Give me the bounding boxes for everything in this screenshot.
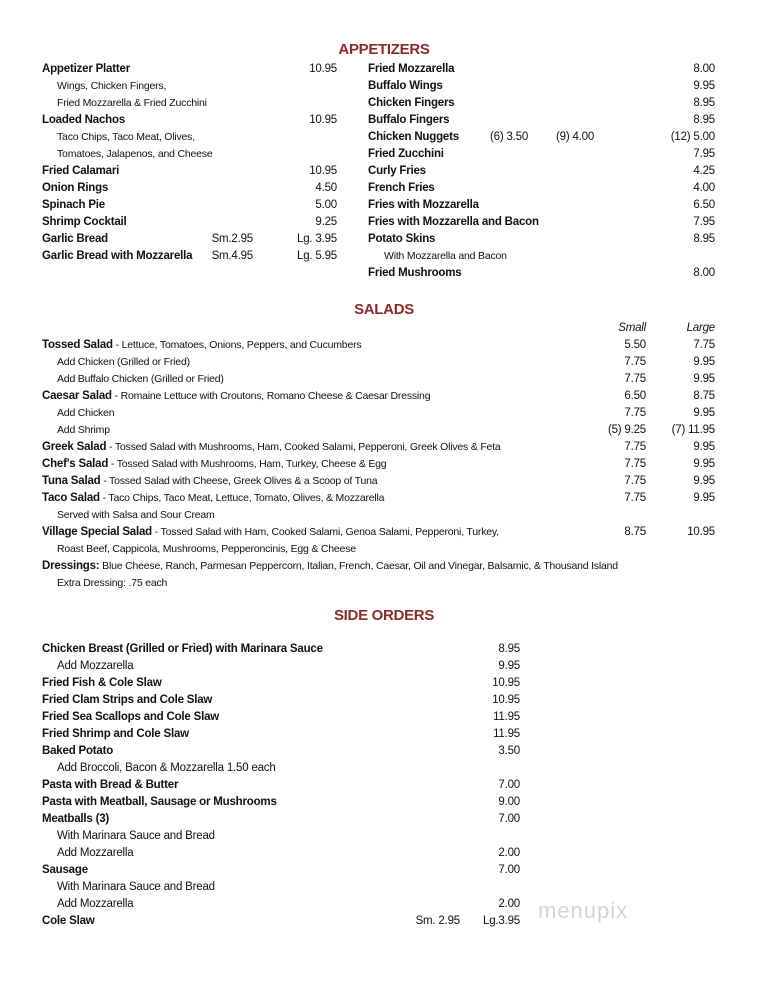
item-name [368, 78, 443, 95]
item-name-text: Potato Skins [368, 233, 436, 245]
item-name [384, 248, 507, 265]
item-price: 5.00 [315, 199, 337, 211]
item-name-text: Taco Chips, Taco Meat, Olives, [57, 131, 195, 143]
menu-item [0, 794, 768, 811]
menu-item [0, 743, 768, 760]
item-name-text: Fried Fish & Cole Slaw [42, 677, 162, 689]
item-name-text: Roast Beef, Cappicola, Mushrooms, Pepperoncinis, Egg & Cheese [57, 543, 356, 555]
item-name-text: Add Mozzarella [57, 847, 134, 859]
large-column-header: Large [686, 322, 715, 334]
item-name-text: Add Mozzarella [57, 898, 134, 910]
item-price: Sm. 2.95 [415, 915, 460, 927]
item-description: - Tossed Salad with Mushrooms, Ham, Turkey, Cheese & Egg [108, 458, 387, 470]
item-price: 3.50 [498, 745, 520, 757]
item-price: 11.95 [493, 711, 520, 723]
item-name-text: Add Mozzarella [57, 660, 134, 672]
item-name-text: Pasta with Meatball, Sausage or Mushrooms [42, 796, 277, 808]
item-price: 4.50 [315, 182, 337, 194]
item-price: (7) 11.95 [671, 424, 715, 436]
item-price: Lg. 5.95 [297, 250, 337, 262]
menu-item [0, 777, 768, 794]
item-price: 7.75 [624, 356, 646, 368]
item-price: 8.00 [693, 267, 715, 279]
menu-item [0, 709, 768, 726]
item-name-text: Fried Clam Strips and Cole Slaw [42, 694, 213, 706]
item-price: 9.00 [498, 796, 520, 808]
item-name-text: Onion Rings [42, 182, 109, 194]
side-orders-heading: SIDE ORDERS [333, 607, 435, 624]
menu-item [0, 180, 768, 197]
item-price: (12) 5.00 [670, 131, 715, 143]
item-price: 4.00 [693, 182, 715, 194]
item-description: - Taco Chips, Taco Meat, Lettuce, Tomato, Olives, & Mozzarella [99, 492, 385, 504]
item-description: - Tossed Salad with Mushrooms, Ham, Cooked Salami, Pepperoni, Greek Olives & Feta [106, 441, 501, 453]
item-name-text: Fried Mozzarella [368, 63, 455, 75]
menu-item [0, 354, 768, 371]
menu-item [0, 575, 768, 592]
menu-item [0, 524, 768, 541]
item-name [42, 794, 277, 811]
item-price: 10.95 [687, 526, 715, 538]
item-name-text: With Marinara Sauce and Bread [57, 830, 215, 842]
menu-item [0, 845, 768, 862]
menu-item [0, 214, 768, 231]
item-description: - Tossed Salad with Ham, Cooked Salami, Genoa Salami, Pepperoni, Turkey, [152, 526, 499, 538]
item-name [42, 777, 178, 794]
item-name-text: Chicken Breast (Grilled or Fried) with Marinara Sauce [42, 643, 323, 655]
item-name [368, 146, 444, 163]
item-name-text: Add Shrimp [57, 424, 110, 436]
item-price: 7.95 [693, 216, 715, 228]
menu-item [0, 265, 768, 282]
item-name [368, 95, 454, 112]
item-price: (6) 3.50 [490, 131, 529, 143]
menu-item [0, 61, 768, 78]
item-price: 11.95 [493, 728, 520, 740]
item-name-text: French Fries [368, 182, 435, 194]
item-name [57, 760, 276, 777]
menu-item [0, 490, 768, 507]
item-price: 8.75 [693, 390, 715, 402]
menu-item [0, 879, 768, 896]
item-name-text: Wings, Chicken Fingers, [57, 80, 167, 92]
salads-items [0, 337, 768, 592]
item-name-text: Caesar Salad [42, 390, 112, 402]
item-name-text: Add Chicken [57, 407, 115, 419]
item-description: Blue Cheese, Ranch, Parmesan Peppercorn, Italian, French, Caesar, Oil and Vinegar, Balsamic, & Thousand Island [99, 560, 618, 572]
item-name [42, 726, 189, 743]
item-price: (5) 9.25 [607, 424, 646, 436]
item-price: 9.95 [693, 373, 715, 385]
item-name [42, 558, 618, 575]
item-name [368, 231, 435, 248]
item-price: 4.25 [693, 165, 715, 177]
item-name-text: Spinach Pie [42, 199, 105, 211]
item-price: 10.95 [309, 165, 337, 177]
item-name-text: Appetizer Platter [42, 63, 130, 75]
salads-list [0, 320, 768, 592]
item-name-text: Tomatoes, Jalapenos, and Cheese [57, 148, 213, 160]
menu-item [0, 473, 768, 490]
item-name [42, 675, 162, 692]
menu-item [0, 658, 768, 675]
item-name-text: Dressings: [42, 560, 100, 572]
item-price: 7.75 [624, 373, 646, 385]
item-name-text: Add Buffalo Chicken (Grilled or Fried) [57, 373, 224, 385]
item-name-text: Baked Potato [42, 745, 114, 757]
item-name [42, 709, 219, 726]
item-price: 9.95 [693, 458, 715, 470]
item-name [57, 575, 167, 592]
menu-item [0, 456, 768, 473]
menu-item [0, 896, 768, 913]
item-name [42, 862, 88, 879]
item-name [368, 214, 539, 231]
item-name-text: Pasta with Bread & Butter [42, 779, 179, 791]
item-name [42, 473, 377, 490]
item-name [368, 61, 454, 78]
small-column-header: Small [618, 322, 646, 334]
item-name-text: Sausage [42, 864, 88, 876]
item-price: 7.75 [624, 407, 646, 419]
item-price: 8.95 [693, 97, 715, 109]
item-name-text: Fries with Mozzarella and Bacon [368, 216, 539, 228]
item-name [42, 692, 212, 709]
item-price: 2.00 [498, 898, 520, 910]
menu-item [0, 558, 768, 575]
item-name-text: Curly Fries [368, 165, 426, 177]
item-price: 7.75 [624, 458, 646, 470]
menupix-watermark: menupix [538, 898, 629, 923]
item-name [57, 541, 356, 558]
item-name-text: Add Broccoli, Bacon & Mozzarella 1.50 each [57, 762, 276, 774]
item-name [57, 507, 215, 524]
item-name [42, 456, 386, 473]
item-name [57, 354, 190, 371]
item-price: 10.95 [309, 114, 337, 126]
menu-item [0, 197, 768, 214]
item-price: 9.95 [693, 356, 715, 368]
item-price: 9.25 [315, 216, 337, 228]
item-name-text: Garlic Bread with Mozzarella [42, 250, 193, 262]
item-name-text: Add Chicken (Grilled or Fried) [57, 356, 190, 368]
item-description: - Lettuce, Tomatoes, Onions, Peppers, and Cucumbers [112, 339, 362, 351]
item-name-text: With Mozzarella and Bacon [384, 250, 507, 262]
item-price: 7.00 [498, 779, 520, 791]
item-name-text: Taco Salad [42, 492, 100, 504]
menu-item [0, 337, 768, 354]
menu-item [0, 541, 768, 558]
item-name [42, 439, 501, 456]
item-name [42, 337, 361, 354]
menu-item [0, 913, 768, 930]
item-name-text: Fried Shrimp and Cole Slaw [42, 728, 189, 740]
item-price: 9.95 [693, 475, 715, 487]
size-column-headers [0, 320, 768, 337]
item-price: (9) 4.00 [556, 131, 595, 143]
item-name-text: Shrimp Cocktail [42, 216, 127, 228]
item-name [42, 388, 430, 405]
item-name-text: Fried Calamari [42, 165, 120, 177]
menu-item [0, 811, 768, 828]
item-name-text: Tossed Salad [42, 339, 113, 351]
item-name [57, 828, 215, 845]
item-price: 10.95 [492, 694, 520, 706]
menu-item [0, 675, 768, 692]
appetizers-heading: APPETIZERS [338, 41, 430, 58]
item-price: 7.75 [693, 339, 715, 351]
item-name-text: Buffalo Wings [368, 80, 443, 92]
item-price: 10.95 [309, 63, 337, 75]
item-price: 8.95 [693, 233, 715, 245]
item-price: 7.95 [693, 148, 715, 160]
item-name [42, 524, 499, 541]
menu-item [0, 760, 768, 777]
item-name [368, 197, 479, 214]
menu-item [0, 231, 768, 248]
item-price: 8.00 [693, 63, 715, 75]
item-name [42, 490, 384, 507]
item-name-text: Fried Sea Scallops and Cole Slaw [42, 711, 220, 723]
item-name [368, 163, 426, 180]
item-name [368, 265, 461, 282]
menu-item [0, 507, 768, 524]
menu-item [0, 146, 768, 163]
item-price: 9.95 [693, 492, 715, 504]
item-name [368, 180, 435, 197]
item-name [368, 129, 459, 146]
item-name [42, 811, 109, 828]
item-price: 9.95 [693, 441, 715, 453]
item-name [57, 371, 224, 388]
item-price: 10.95 [492, 677, 520, 689]
item-price: 7.75 [624, 441, 646, 453]
item-name-text: Fried Mozzarella & Fried Zucchini [57, 97, 207, 109]
menu-item [0, 641, 768, 658]
menu-item [0, 163, 768, 180]
item-name-text: Served with Salsa and Sour Cream [57, 509, 215, 521]
item-name [42, 743, 113, 760]
item-price: 7.00 [498, 864, 520, 876]
item-price: 8.95 [498, 643, 520, 655]
item-name-text: Fried Mushrooms [368, 267, 462, 279]
item-name-text: Loaded Nachos [42, 114, 126, 126]
item-price: 2.00 [498, 847, 520, 859]
menu-item [0, 828, 768, 845]
item-price: 8.75 [624, 526, 646, 538]
menu-item [0, 692, 768, 709]
item-name-text: Meatballs (3) [42, 813, 110, 825]
menu-item [0, 439, 768, 456]
menu-item [0, 388, 768, 405]
menu-item [0, 248, 768, 265]
item-name-text: Greek Salad [42, 441, 107, 453]
item-price: 5.50 [624, 339, 646, 351]
item-name-text: Tuna Salad [42, 475, 101, 487]
item-name-text: Village Special Salad [42, 526, 153, 538]
menu-item [0, 862, 768, 879]
menu-item [0, 112, 768, 129]
item-price: 6.50 [693, 199, 715, 211]
item-price: 9.95 [693, 407, 715, 419]
item-price: 6.50 [624, 390, 646, 402]
item-name [57, 879, 215, 896]
menu-item [0, 95, 768, 112]
item-name [57, 658, 133, 675]
item-name-text: Fries with Mozzarella [368, 199, 479, 211]
item-name [57, 896, 133, 913]
menu-item [0, 129, 768, 146]
menu-item [0, 422, 768, 439]
item-price: Sm.2.95 [211, 233, 253, 245]
item-price: Sm.4.95 [211, 250, 253, 262]
item-name [42, 641, 323, 658]
side-orders-list [0, 641, 768, 930]
item-price: 7.75 [624, 492, 646, 504]
salads-heading: SALADS [354, 301, 414, 318]
item-name [368, 112, 449, 129]
item-name-text: With Marinara Sauce and Bread [57, 881, 215, 893]
item-price: 9.95 [498, 660, 520, 672]
menu-item [0, 78, 768, 95]
item-name-text: Garlic Bread [42, 233, 108, 245]
item-name-text: Extra Dressing: .75 each [57, 577, 168, 589]
menu-item [0, 405, 768, 422]
item-name-text: Fried Zucchini [368, 148, 444, 160]
menu-item [0, 726, 768, 743]
item-price: Lg.3.95 [483, 915, 520, 927]
item-name [57, 405, 114, 422]
item-price: 9.95 [693, 80, 715, 92]
item-name [57, 845, 133, 862]
item-description: - Tossed Salad with Cheese, Greek Olives & a Scoop of Tuna [100, 475, 378, 487]
item-price: 7.00 [498, 813, 520, 825]
item-price: Lg. 3.95 [297, 233, 337, 245]
item-name [42, 913, 95, 930]
item-description: - Romaine Lettuce with Croutons, Romano Cheese & Caesar Dressing [111, 390, 431, 402]
item-name-text: Chef's Salad [42, 458, 109, 470]
item-name-text: Cole Slaw [42, 915, 95, 927]
item-name-text: Chicken Fingers [368, 97, 455, 109]
item-price: 8.95 [693, 114, 715, 126]
appetizers-right-column [0, 61, 768, 282]
item-price: 7.75 [624, 475, 646, 487]
menu-item [0, 371, 768, 388]
item-name-text: Chicken Nuggets [368, 131, 459, 143]
item-name [57, 422, 110, 439]
item-name-text: Buffalo Fingers [368, 114, 450, 126]
